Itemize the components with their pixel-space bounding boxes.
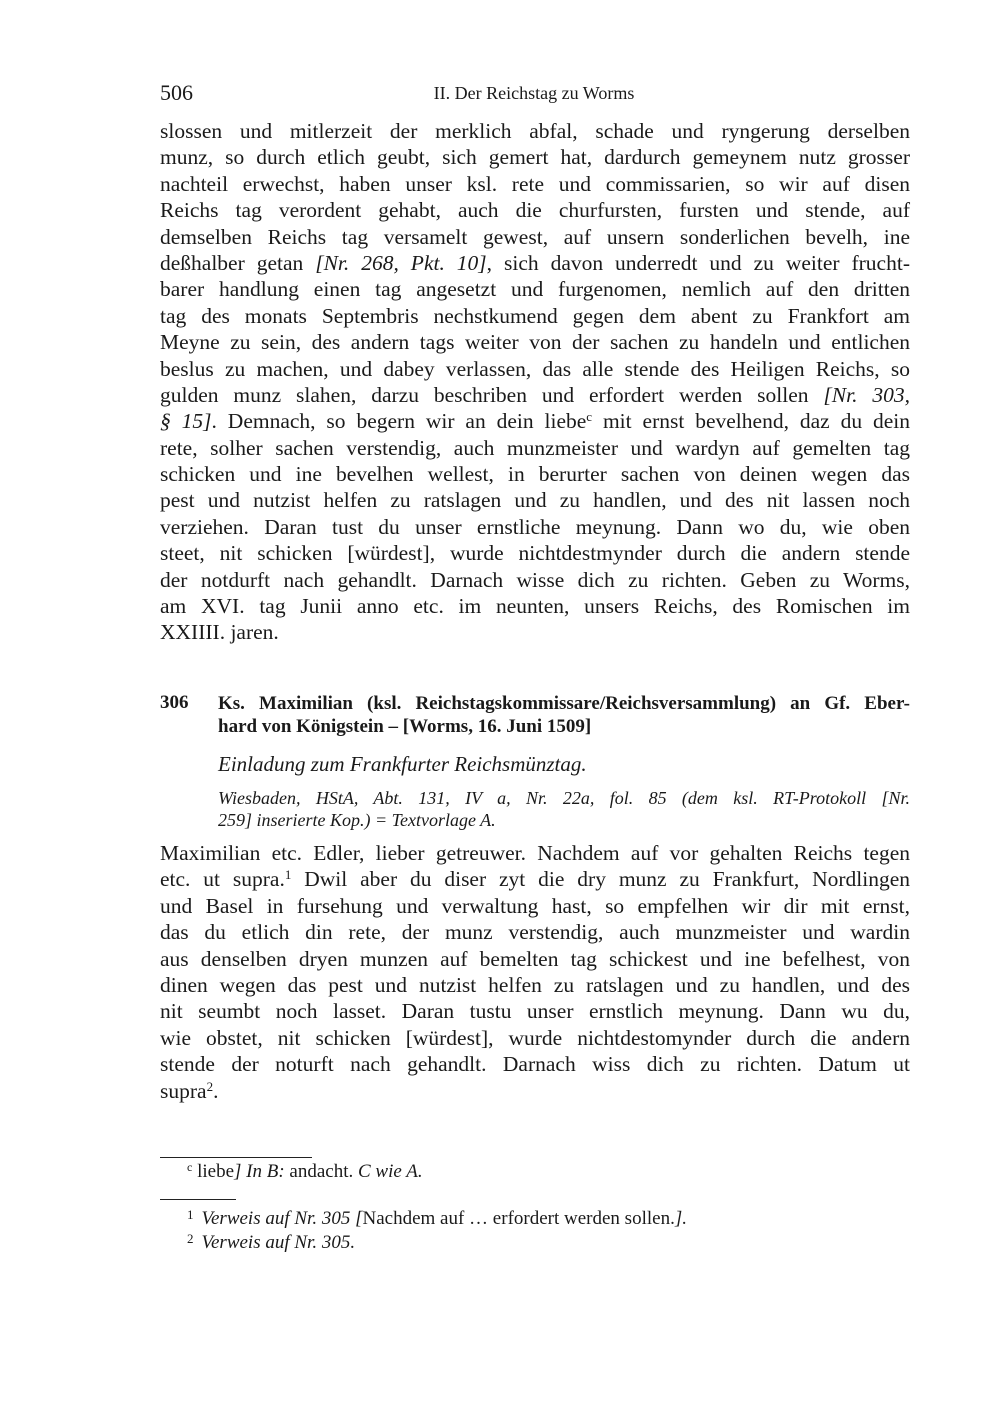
text-line	[160, 972, 910, 998]
text-run: am XVI. tag Junii anno etc. im neunten, unsers Reichs, des Romischen im	[160, 594, 910, 619]
text-run: verziehen. Daran tust du unser ernstliche meynung. Dann wo du, wie oben	[160, 514, 910, 539]
footnote-rule	[160, 1199, 236, 1200]
source-line: 259] inserierte Kop.) = Textvorlage A.	[218, 810, 496, 830]
text-run: und Basel in fursehung und verwaltung hast, so empfelhen wir dir mit ernst,	[160, 893, 910, 918]
text-run: tag des monats Septembris nechstkumend gegen dem abent zu Frankfort am	[160, 303, 910, 328]
text-line	[160, 197, 910, 223]
footnote-2	[187, 1227, 355, 1255]
main-paragraph-2	[160, 840, 910, 1104]
text-run: Reichs tag verordent gehabt, auch die churfursten, fursten und stende, auf	[160, 198, 910, 223]
text-run: dinen wegen das pest und nutzist helfen zu ratslagen und zu handlen, und des	[160, 972, 910, 997]
text-run: pest und nutzist helfen zu ratslagen und zu handlen, und des nit lassen noch	[160, 488, 910, 513]
italic-text: ] In B:	[234, 1161, 285, 1182]
text-line	[160, 408, 910, 434]
text-run: mit ernst bevelhend, daz du dein	[592, 409, 910, 434]
text-run: beslus zu machen, und dabey verlassen, das alle stende des Heiligen Reichs, so	[160, 356, 910, 381]
text-line	[160, 356, 910, 382]
text-run: steet, nit schicken [würdest], wurde nichtdestmynder durch die andern stende	[160, 541, 910, 566]
text-run: gulden munz slahen, darzu beschriben und erfordert werden sollen	[160, 382, 824, 407]
text-run: der notdurft nach gehandlt. Darnach wisse dich zu richten. Geben zu Worms,	[160, 567, 910, 592]
italic-text: [Nr. 303,	[823, 382, 910, 407]
text-line	[160, 171, 910, 197]
note-marker: 1	[284, 867, 292, 883]
text-line	[160, 329, 910, 355]
text-run: Dwil aber du diser zyt die dry munz zu Frankfurt, Nordlingen	[291, 867, 910, 892]
document-title-line: hard von Königstein – [Worms, 16. Juni 1509]	[218, 716, 592, 737]
text-run: Maximilian etc. Edler, lieber getreuwer. Nachdem auf vor gehalten Reichs tegen	[160, 841, 910, 865]
footnote-number: 1	[187, 1207, 194, 1222]
text-line	[160, 382, 910, 408]
apparatus-rule	[160, 1157, 312, 1158]
document-summary: Einladung zum Frankfurter Reichsmünztag.	[218, 752, 587, 776]
apparatus-note	[187, 1160, 423, 1184]
text-run: schicken und ine bevelhen wellest, in berurter sachen von deinen wegen das	[160, 462, 910, 487]
text-line	[160, 619, 910, 645]
text-line	[160, 893, 910, 919]
text-run: liebe	[192, 1161, 235, 1182]
text-run: rete, solher sachen verstendig, auch munzmeister und wardyn auf gemelten tag	[160, 435, 910, 460]
italic-text: [Nr. 268, Pkt. 10]	[315, 250, 487, 275]
text-line	[160, 303, 910, 329]
text-run: supra	[160, 1078, 207, 1103]
text-run: stende der noturft nach gehandlt. Darnach wiss dich zu richten. Datum ut	[160, 1052, 910, 1077]
text-line	[160, 514, 910, 540]
page-number: 506	[160, 80, 193, 105]
italic-text: Verweis auf Nr. 305.	[201, 1232, 356, 1253]
text-run: etc. ut supra.	[160, 867, 285, 892]
text-line	[160, 224, 910, 250]
footnote-text	[202, 1232, 356, 1253]
text-line	[160, 946, 910, 972]
footnote-number: 2	[187, 1231, 194, 1246]
text-line	[160, 487, 910, 513]
text-run: nit seumbt noch lasset. Daran tustu unser ernstlich meynung. Dann wu du,	[160, 999, 910, 1024]
source-line: Wiesbaden, HStA, Abt. 131, IV a, Nr. 22a, fol. 85 (dem ksl. RT-Protokoll [Nr.	[218, 788, 910, 808]
text-line	[160, 1078, 910, 1104]
italic-text: ].	[674, 1208, 687, 1229]
text-run: Nachdem auf … erfordert werden sollen.	[362, 1208, 675, 1229]
document-title-line: Ks. Maximilian (ksl. Reichstagskommissare/Reichsversammlung) an Gf. Eber-	[218, 693, 910, 714]
text-line	[160, 250, 910, 276]
footnote-text	[202, 1208, 687, 1229]
text-line	[160, 840, 910, 866]
text-line	[160, 276, 910, 302]
text-line	[160, 593, 910, 619]
text-run: deßhalber getan	[160, 250, 316, 275]
italic-text: C wie A.	[358, 1161, 423, 1182]
text-line	[160, 540, 910, 566]
text-run: das du etlich din rete, der munz verstendig, auch munzmeister und wardin	[160, 920, 910, 945]
italic-text: Verweis auf Nr. 305 [	[201, 1208, 363, 1229]
document-title	[218, 692, 910, 738]
document-source	[218, 787, 910, 831]
note-marker: c	[586, 409, 593, 425]
text-run: andacht.	[284, 1161, 358, 1182]
text-line	[160, 998, 910, 1024]
note-marker: 2	[206, 1078, 214, 1094]
text-line	[160, 1025, 910, 1051]
text-run: XXIIII. jaren.	[160, 620, 279, 645]
text-line	[160, 144, 910, 170]
text-line	[160, 866, 910, 892]
text-run: nachteil erwechst, haben unser ksl. rete und commissarien, so wir auf disen	[160, 171, 910, 196]
text-run: wie obstet, nit schicken [würdest], wurde nichtdestomynder durch die andern	[160, 1025, 910, 1050]
document-number: 306	[160, 692, 189, 713]
text-run: demselben Reichs tag versamelt gewest, auf unsern sonderlichen bevelh, ine	[160, 224, 910, 249]
text-run: , sich davon underredt und zu weiter frucht-	[486, 250, 910, 275]
text-line	[160, 461, 910, 487]
text-run: aus denselben dryen munzen auf bemelten tag schickest und ine befelhest, von	[160, 946, 910, 971]
text-run: slossen und mitlerzeit der merklich abfal, schade und ryngerung derselben	[160, 119, 910, 143]
text-line	[160, 435, 910, 461]
running-title: II. Der Reichstag zu Worms	[433, 83, 635, 103]
text-line	[160, 567, 910, 593]
text-line	[160, 919, 910, 945]
text-run: munz, so durch etlich geubt, sich gemert hat, dardurch gemeynem nutz grosser	[160, 145, 910, 170]
main-paragraph-1	[160, 118, 910, 646]
note-marker: c	[187, 1160, 193, 1174]
text-run: . Demnach, so begern wir an dein liebe	[211, 409, 587, 434]
text-run: .	[213, 1078, 219, 1103]
text-line	[160, 1051, 910, 1077]
text-run: barer handlung einen tag angesetzt und furgenomen, nemlich auf den dritten	[160, 277, 910, 302]
text-line	[160, 118, 910, 144]
text-run: Meyne zu sein, des andern tags weiter von der sachen zu handeln und entlichen	[160, 330, 910, 355]
italic-text: § 15]	[160, 409, 212, 434]
